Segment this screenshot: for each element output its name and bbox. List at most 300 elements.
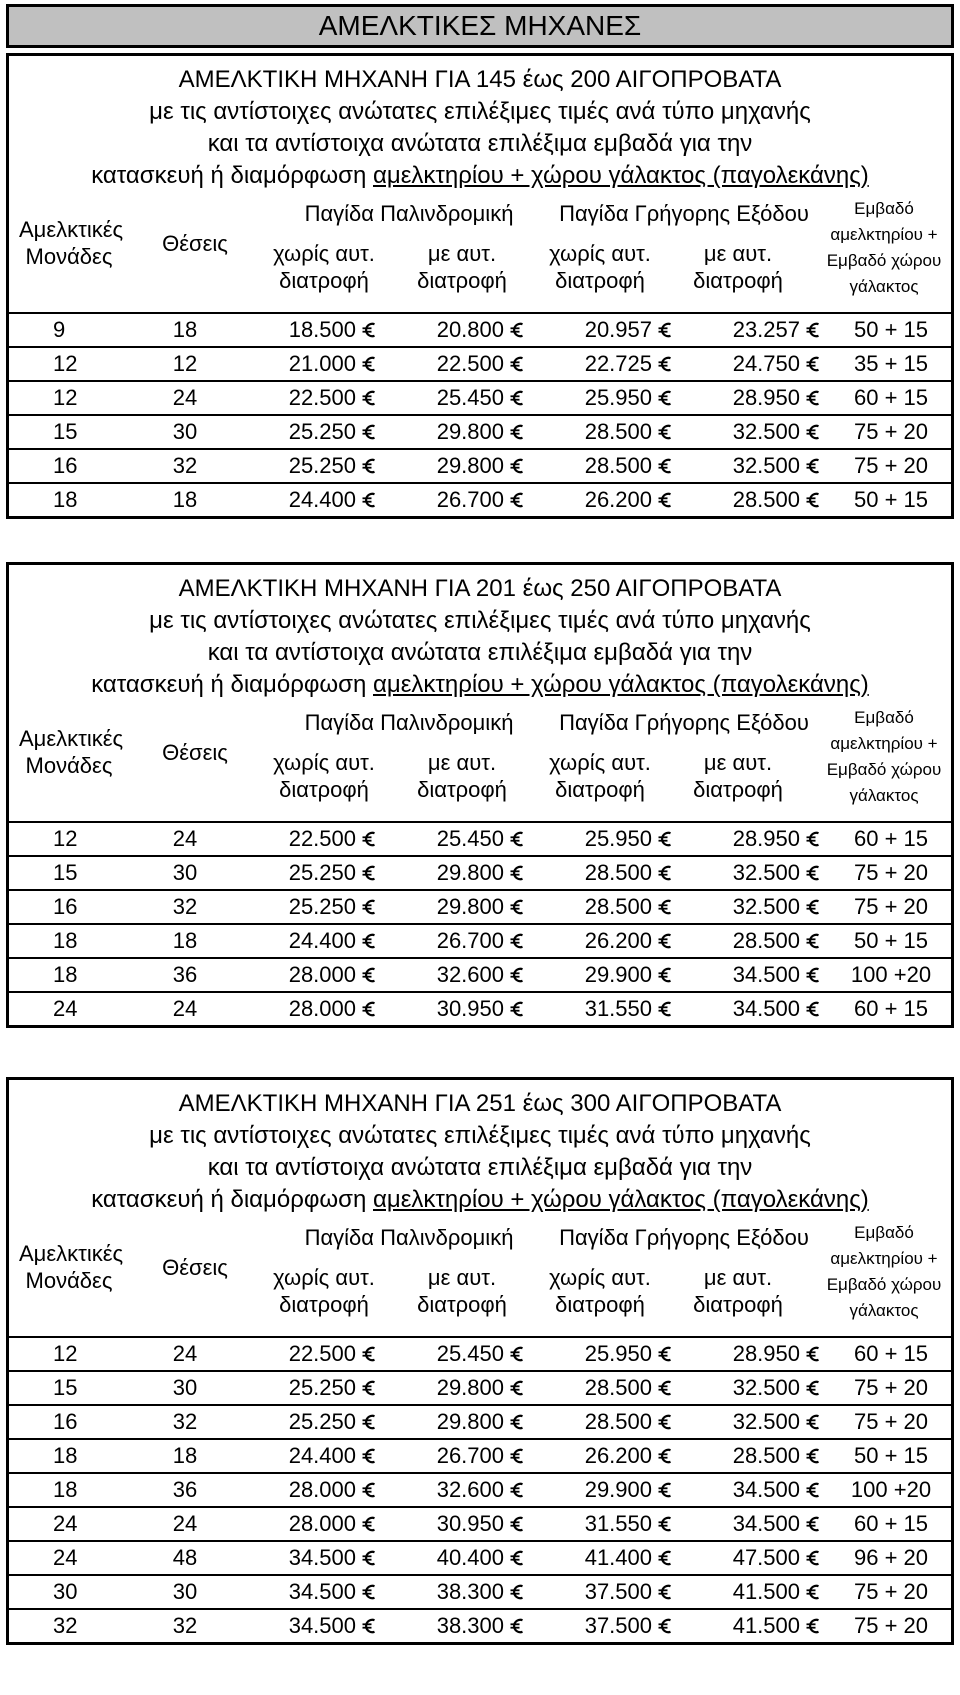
col-without-feed-1: χωρίς αυτ. διατροφή — [273, 750, 375, 802]
price-value: 31.550 — [584, 996, 652, 1021]
cell-price-without-feed-1 — [239, 1575, 387, 1609]
price-value: 28.500 — [584, 1375, 652, 1400]
euro-icon — [504, 385, 525, 410]
section-title: ΑΜΕΛΚΤΙΚΗ ΜΗΧΑΝΗ ΓΙΑ 251 έως 300 ΑΙΓΟΠΡΟΒΑΤΑ — [178, 1090, 782, 1117]
price-value: 34.500 — [288, 1545, 356, 1570]
cell-units: 18 — [9, 924, 131, 958]
price-value: 24.400 — [288, 487, 356, 512]
price-value: 47.500 — [732, 1545, 800, 1570]
cell-units: 16 — [9, 1405, 131, 1439]
euro-icon — [504, 1545, 525, 1570]
euro-icon — [652, 962, 673, 987]
cell-units: 18 — [9, 1473, 131, 1507]
euro-icon — [800, 1511, 821, 1536]
euro-icon — [504, 928, 525, 953]
price-value: 25.950 — [584, 1341, 652, 1366]
price-value: 24.400 — [288, 1443, 356, 1468]
units-header: Αμελκτικές Μονάδες — [19, 726, 124, 778]
area-header: Εμβαδό αμελκτηρίου + Εμβαδό χώρου γάλακτος — [826, 1223, 942, 1320]
euro-icon — [800, 1341, 821, 1366]
cell-positions: 36 — [131, 1473, 239, 1507]
price-value: 34.500 — [288, 1579, 356, 1604]
euro-icon — [504, 1511, 525, 1536]
col-without-feed-2: χωρίς αυτ. διατροφή — [549, 1265, 651, 1317]
table-row — [9, 890, 951, 924]
intro-line-4: κατασκευή ή διαμόρφωση αμελκτηρίου + χώρου γάλακτος (παγολεκάνης) — [91, 1186, 869, 1213]
price-value: 29.900 — [584, 1477, 652, 1502]
cell-area: 50 + 15 — [831, 483, 951, 516]
price-value: 28.950 — [732, 826, 800, 851]
cell-positions: 32 — [131, 890, 239, 924]
price-value: 25.450 — [436, 385, 504, 410]
price-value: 24.400 — [288, 928, 356, 953]
price-value: 34.500 — [732, 996, 800, 1021]
cell-price-with-feed-2 — [683, 1371, 831, 1405]
euro-icon — [356, 1477, 377, 1502]
intro-line-2: με τις αντίστοιχες ανώτατες επιλέξιμες τιμές ανά τύπο μηχανής — [149, 607, 811, 634]
price-value: 28.500 — [584, 860, 652, 885]
euro-icon — [356, 351, 377, 376]
cell-price-without-feed-1 — [239, 313, 387, 347]
cell-price-without-feed-2 — [535, 1439, 683, 1473]
price-value: 28.000 — [288, 962, 356, 987]
table-row — [9, 924, 951, 958]
cell-price-with-feed-1 — [387, 1507, 535, 1541]
section-title: ΑΜΕΛΚΤΙΚΗ ΜΗΧΑΝΗ ΓΙΑ 201 έως 250 ΑΙΓΟΠΡΟΒΑΤΑ — [178, 575, 782, 602]
cell-price-with-feed-1 — [387, 1575, 535, 1609]
cell-units: 30 — [9, 1575, 131, 1609]
euro-icon — [800, 1613, 821, 1638]
euro-icon — [652, 928, 673, 953]
cell-price-without-feed-1 — [239, 1337, 387, 1371]
price-value: 32.500 — [732, 1375, 800, 1400]
cell-area: 60 + 15 — [831, 1337, 951, 1371]
positions-header: Θέσεις — [162, 231, 228, 256]
euro-icon — [652, 351, 673, 376]
euro-icon — [800, 1375, 821, 1400]
cell-price-with-feed-1 — [387, 483, 535, 516]
price-value: 28.500 — [584, 453, 652, 478]
price-value: 32.600 — [436, 1477, 504, 1502]
euro-icon — [800, 351, 821, 376]
cell-price-without-feed-1 — [239, 1405, 387, 1439]
euro-icon — [356, 1545, 377, 1570]
cell-units: 12 — [9, 1337, 131, 1371]
cell-area: 75 + 20 — [831, 1371, 951, 1405]
price-value: 20.957 — [584, 317, 652, 342]
cell-price-without-feed-1 — [239, 1609, 387, 1642]
cell-area: 75 + 20 — [831, 449, 951, 483]
cell-positions: 24 — [131, 822, 239, 856]
cell-area: 60 + 15 — [831, 992, 951, 1025]
cell-price-with-feed-2 — [683, 924, 831, 958]
price-value: 28.000 — [288, 1511, 356, 1536]
cell-price-with-feed-2 — [683, 347, 831, 381]
cell-price-with-feed-2 — [683, 483, 831, 516]
price-value: 28.500 — [732, 928, 800, 953]
cell-price-without-feed-1 — [239, 1439, 387, 1473]
price-table — [9, 312, 951, 516]
table-header — [9, 701, 951, 821]
euro-icon — [652, 860, 673, 885]
cell-area: 75 + 20 — [831, 415, 951, 449]
trap-reciprocal-header: Παγίδα Παλινδρομική — [304, 1225, 514, 1250]
intro-line-3: και τα αντίστοιχα ανώτατα επιλέξιμα εμβαδά για την — [207, 639, 753, 666]
section-heading — [9, 1080, 951, 1216]
cell-positions: 18 — [131, 483, 239, 516]
cell-price-without-feed-1 — [239, 381, 387, 415]
euro-icon — [356, 928, 377, 953]
positions-header: Θέσεις — [162, 1255, 228, 1280]
cell-units: 12 — [9, 822, 131, 856]
table-row — [9, 992, 951, 1025]
price-value: 40.400 — [436, 1545, 504, 1570]
cell-price-without-feed-2 — [535, 856, 683, 890]
price-value: 29.900 — [584, 962, 652, 987]
cell-area: 75 + 20 — [831, 1609, 951, 1642]
cell-price-with-feed-2 — [683, 449, 831, 483]
cell-price-without-feed-1 — [239, 449, 387, 483]
cell-price-without-feed-1 — [239, 1541, 387, 1575]
cell-price-with-feed-1 — [387, 992, 535, 1025]
price-value: 29.800 — [436, 894, 504, 919]
price-value: 26.200 — [584, 928, 652, 953]
euro-icon — [504, 1443, 525, 1468]
col-with-feed-1: με αυτ. διατροφή — [417, 241, 507, 293]
cell-positions: 18 — [131, 313, 239, 347]
table-row — [9, 1371, 951, 1405]
price-value: 30.950 — [436, 996, 504, 1021]
price-value: 38.300 — [436, 1579, 504, 1604]
euro-icon — [356, 826, 377, 851]
price-value: 28.950 — [732, 385, 800, 410]
cell-units: 15 — [9, 1371, 131, 1405]
cell-area: 100 +20 — [831, 958, 951, 992]
euro-icon — [652, 894, 673, 919]
units-header: Αμελκτικές Μονάδες — [19, 217, 124, 269]
cell-price-with-feed-2 — [683, 958, 831, 992]
euro-icon — [800, 860, 821, 885]
cell-price-with-feed-2 — [683, 313, 831, 347]
price-value: 32.500 — [732, 860, 800, 885]
euro-icon — [800, 996, 821, 1021]
cell-area: 50 + 15 — [831, 1439, 951, 1473]
cell-units: 16 — [9, 449, 131, 483]
cell-price-without-feed-2 — [535, 890, 683, 924]
cell-price-without-feed-1 — [239, 992, 387, 1025]
cell-units: 9 — [9, 313, 131, 347]
cell-positions: 48 — [131, 1541, 239, 1575]
cell-area: 96 + 20 — [831, 1541, 951, 1575]
euro-icon — [652, 996, 673, 1021]
col-with-feed-2: με αυτ. διατροφή — [693, 241, 783, 293]
positions-header: Θέσεις — [162, 740, 228, 765]
price-value: 29.800 — [436, 453, 504, 478]
intro-line-2: με τις αντίστοιχες ανώτατες επιλέξιμες τιμές ανά τύπο μηχανής — [149, 98, 811, 125]
table-row — [9, 381, 951, 415]
intro-line-4: κατασκευή ή διαμόρφωση αμελκτηρίου + χώρου γάλακτος (παγολεκάνης) — [91, 671, 869, 698]
table-row — [9, 1473, 951, 1507]
table-row — [9, 958, 951, 992]
cell-price-with-feed-1 — [387, 1439, 535, 1473]
euro-icon — [504, 317, 525, 342]
cell-price-without-feed-1 — [239, 1507, 387, 1541]
euro-icon — [356, 1375, 377, 1400]
price-value: 28.500 — [732, 1443, 800, 1468]
cell-price-with-feed-1 — [387, 924, 535, 958]
price-value: 25.950 — [584, 826, 652, 851]
price-value: 28.950 — [732, 1341, 800, 1366]
euro-icon — [652, 1579, 673, 1604]
euro-icon — [356, 996, 377, 1021]
cell-price-without-feed-2 — [535, 822, 683, 856]
cell-price-without-feed-2 — [535, 1371, 683, 1405]
cell-price-without-feed-1 — [239, 415, 387, 449]
table-row — [9, 1405, 951, 1439]
cell-price-without-feed-1 — [239, 890, 387, 924]
cell-positions: 24 — [131, 992, 239, 1025]
euro-icon — [356, 894, 377, 919]
intro-line-3: και τα αντίστοιχα ανώτατα επιλέξιμα εμβαδά για την — [207, 1154, 753, 1181]
table-row — [9, 483, 951, 516]
cell-price-with-feed-2 — [683, 1405, 831, 1439]
cell-price-without-feed-2 — [535, 1609, 683, 1642]
euro-icon — [800, 487, 821, 512]
price-value: 24.750 — [732, 351, 800, 376]
cell-positions: 32 — [131, 1405, 239, 1439]
cell-price-with-feed-2 — [683, 856, 831, 890]
cell-units: 16 — [9, 890, 131, 924]
price-value: 25.250 — [288, 419, 356, 444]
euro-icon — [800, 826, 821, 851]
cell-positions: 30 — [131, 856, 239, 890]
cell-price-with-feed-1 — [387, 1609, 535, 1642]
cell-area: 60 + 15 — [831, 1507, 951, 1541]
euro-icon — [800, 1409, 821, 1434]
table-row — [9, 1507, 951, 1541]
cell-price-with-feed-2 — [683, 1609, 831, 1642]
cell-area: 75 + 20 — [831, 1405, 951, 1439]
euro-icon — [356, 419, 377, 444]
cell-price-with-feed-2 — [683, 822, 831, 856]
euro-icon — [504, 419, 525, 444]
euro-icon — [356, 1443, 377, 1468]
units-header: Αμελκτικές Μονάδες — [19, 1241, 124, 1293]
price-value: 25.950 — [584, 385, 652, 410]
trap-fast-exit-header: Παγίδα Γρήγορης Εξόδου — [559, 201, 809, 226]
euro-icon — [504, 1409, 525, 1434]
col-with-feed-2: με αυτ. διατροφή — [693, 1265, 783, 1317]
section-heading — [9, 56, 951, 192]
table-row — [9, 313, 951, 347]
price-value: 18.500 — [288, 317, 356, 342]
cell-price-without-feed-1 — [239, 822, 387, 856]
euro-icon — [800, 419, 821, 444]
euro-icon — [356, 1613, 377, 1638]
euro-icon — [652, 487, 673, 512]
cell-price-with-feed-2 — [683, 1439, 831, 1473]
section-251-300 — [6, 1077, 954, 1645]
euro-icon — [800, 894, 821, 919]
cell-positions: 18 — [131, 1439, 239, 1473]
euro-icon — [504, 826, 525, 851]
price-value: 28.500 — [584, 419, 652, 444]
euro-icon — [800, 1477, 821, 1502]
euro-icon — [356, 1511, 377, 1536]
price-value: 37.500 — [584, 1613, 652, 1638]
price-value: 28.500 — [584, 894, 652, 919]
cell-price-without-feed-2 — [535, 958, 683, 992]
price-value: 22.500 — [436, 351, 504, 376]
cell-positions: 32 — [131, 1609, 239, 1642]
cell-area: 60 + 15 — [831, 822, 951, 856]
table-row — [9, 1575, 951, 1609]
cell-units: 18 — [9, 958, 131, 992]
price-value: 26.200 — [584, 487, 652, 512]
price-value: 20.800 — [436, 317, 504, 342]
cell-price-with-feed-2 — [683, 381, 831, 415]
euro-icon — [356, 1409, 377, 1434]
intro-line-4: κατασκευή ή διαμόρφωση αμελκτηρίου + χώρου γάλακτος (παγολεκάνης) — [91, 162, 869, 189]
cell-price-without-feed-2 — [535, 449, 683, 483]
cell-price-with-feed-2 — [683, 992, 831, 1025]
col-with-feed-1: με αυτ. διατροφή — [417, 750, 507, 802]
price-value: 22.725 — [584, 351, 652, 376]
cell-positions: 18 — [131, 924, 239, 958]
price-value: 32.500 — [732, 453, 800, 478]
cell-price-without-feed-2 — [535, 1507, 683, 1541]
cell-price-with-feed-1 — [387, 381, 535, 415]
cell-price-with-feed-1 — [387, 1405, 535, 1439]
price-value: 26.200 — [584, 1443, 652, 1468]
cell-area: 75 + 20 — [831, 1575, 951, 1609]
cell-price-with-feed-1 — [387, 1371, 535, 1405]
cell-price-without-feed-2 — [535, 1405, 683, 1439]
col-without-feed-2: χωρίς αυτ. διατροφή — [549, 241, 651, 293]
price-value: 41.400 — [584, 1545, 652, 1570]
euro-icon — [652, 1443, 673, 1468]
cell-price-without-feed-1 — [239, 1371, 387, 1405]
euro-icon — [356, 487, 377, 512]
price-value: 25.250 — [288, 1409, 356, 1434]
trap-reciprocal-header: Παγίδα Παλινδρομική — [304, 710, 514, 735]
price-value: 37.500 — [584, 1579, 652, 1604]
price-value: 29.800 — [436, 860, 504, 885]
price-value: 38.300 — [436, 1613, 504, 1638]
cell-price-with-feed-1 — [387, 822, 535, 856]
cell-units: 12 — [9, 381, 131, 415]
price-value: 25.450 — [436, 1341, 504, 1366]
section-145-200 — [6, 53, 954, 519]
cell-area: 50 + 15 — [831, 313, 951, 347]
cell-positions: 30 — [131, 1371, 239, 1405]
table-row — [9, 1439, 951, 1473]
cell-positions: 32 — [131, 449, 239, 483]
cell-area: 50 + 15 — [831, 924, 951, 958]
euro-icon — [652, 1545, 673, 1570]
euro-icon — [356, 1579, 377, 1604]
page-title: ΑΜΕΛΚΤΙΚΕΣ ΜΗΧΑΝΕΣ — [6, 4, 954, 48]
cell-price-without-feed-2 — [535, 483, 683, 516]
price-value: 29.800 — [436, 1375, 504, 1400]
price-value: 34.500 — [732, 1477, 800, 1502]
price-value: 32.500 — [732, 419, 800, 444]
cell-positions: 24 — [131, 1507, 239, 1541]
price-value: 34.500 — [288, 1613, 356, 1638]
price-value: 29.800 — [436, 1409, 504, 1434]
euro-icon — [504, 1341, 525, 1366]
price-value: 28.000 — [288, 1477, 356, 1502]
euro-icon — [504, 351, 525, 376]
table-row — [9, 822, 951, 856]
cell-positions: 30 — [131, 1575, 239, 1609]
euro-icon — [652, 419, 673, 444]
cell-price-with-feed-2 — [683, 1337, 831, 1371]
col-with-feed-2: με αυτ. διατροφή — [693, 750, 783, 802]
table-row — [9, 347, 951, 381]
price-value: 23.257 — [732, 317, 800, 342]
cell-price-with-feed-1 — [387, 347, 535, 381]
price-value: 26.700 — [436, 1443, 504, 1468]
euro-icon — [800, 1443, 821, 1468]
cell-units: 18 — [9, 1439, 131, 1473]
price-value: 34.500 — [732, 962, 800, 987]
euro-icon — [504, 962, 525, 987]
price-value: 25.250 — [288, 453, 356, 478]
euro-icon — [356, 860, 377, 885]
cell-price-without-feed-2 — [535, 1541, 683, 1575]
price-value: 25.250 — [288, 894, 356, 919]
price-value: 32.500 — [732, 1409, 800, 1434]
cell-price-without-feed-2 — [535, 1473, 683, 1507]
cell-price-without-feed-2 — [535, 924, 683, 958]
price-value: 25.250 — [288, 860, 356, 885]
euro-icon — [652, 1409, 673, 1434]
cell-price-with-feed-2 — [683, 890, 831, 924]
cell-positions: 12 — [131, 347, 239, 381]
cell-price-with-feed-2 — [683, 1473, 831, 1507]
price-value: 30.950 — [436, 1511, 504, 1536]
euro-icon — [356, 1341, 377, 1366]
trap-fast-exit-header: Παγίδα Γρήγορης Εξόδου — [559, 710, 809, 735]
price-value: 25.250 — [288, 1375, 356, 1400]
section-201-250 — [6, 562, 954, 1028]
cell-units: 24 — [9, 1541, 131, 1575]
col-with-feed-1: με αυτ. διατροφή — [417, 1265, 507, 1317]
euro-icon — [800, 317, 821, 342]
euro-icon — [652, 1477, 673, 1502]
euro-icon — [504, 996, 525, 1021]
euro-icon — [504, 860, 525, 885]
euro-icon — [504, 453, 525, 478]
euro-icon — [652, 1613, 673, 1638]
section-heading — [9, 565, 951, 701]
cell-units: 24 — [9, 1507, 131, 1541]
price-value: 28.500 — [584, 1409, 652, 1434]
area-header: Εμβαδό αμελκτηρίου + Εμβαδό χώρου γάλακτος — [826, 708, 942, 805]
table-row — [9, 415, 951, 449]
price-value: 41.500 — [732, 1613, 800, 1638]
euro-icon — [504, 1579, 525, 1604]
cell-price-without-feed-2 — [535, 381, 683, 415]
cell-price-with-feed-2 — [683, 1575, 831, 1609]
table-row — [9, 449, 951, 483]
euro-icon — [356, 317, 377, 342]
cell-price-with-feed-1 — [387, 1337, 535, 1371]
cell-units: 18 — [9, 483, 131, 516]
euro-icon — [652, 385, 673, 410]
euro-icon — [504, 1477, 525, 1502]
